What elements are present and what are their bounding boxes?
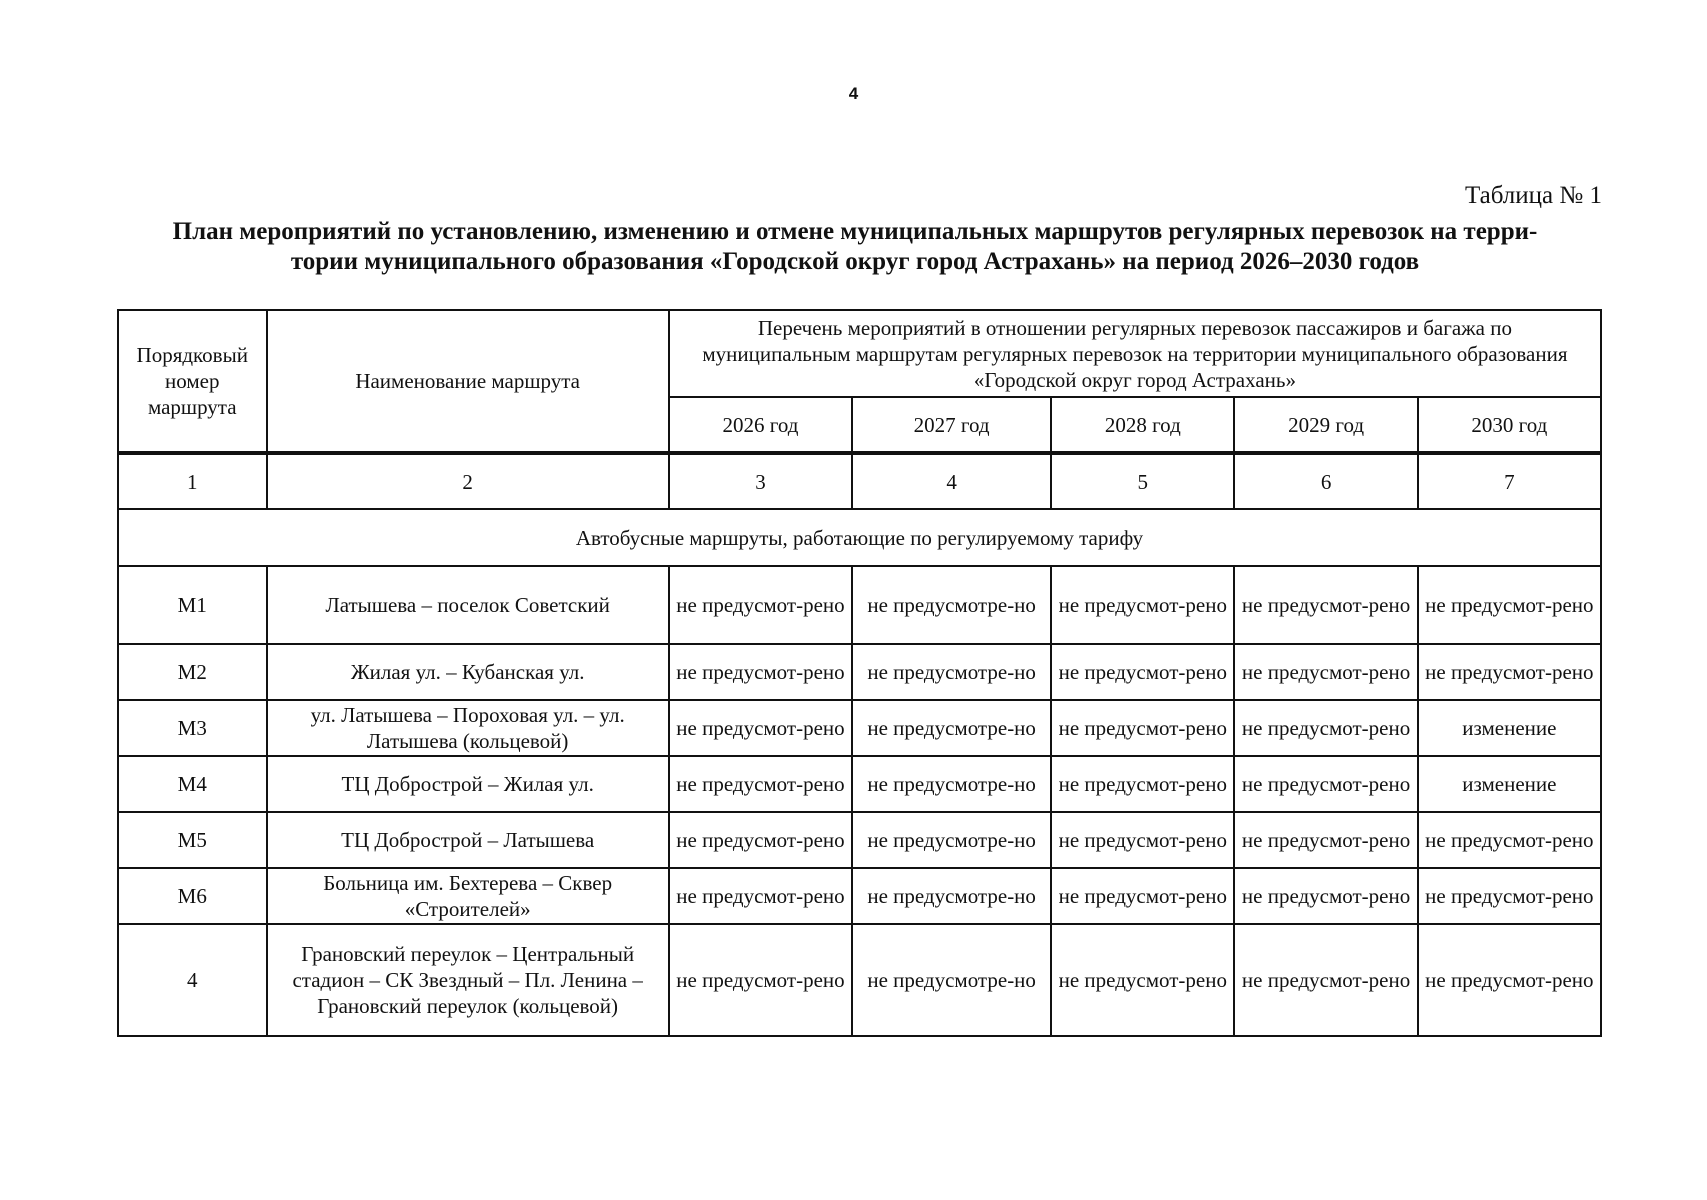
route-name: ТЦ Добрострой – Латышева — [267, 812, 669, 868]
activity-cell: не предусмот-рено — [1051, 644, 1234, 700]
column-number: 3 — [669, 453, 852, 509]
route-number: М3 — [118, 700, 267, 756]
column-number: 6 — [1234, 453, 1417, 509]
activity-cell: не предусмот-рено — [669, 868, 852, 924]
column-number: 1 — [118, 453, 267, 509]
activity-cell: не предусмот-рено — [1051, 812, 1234, 868]
header-year-2030: 2030 год — [1418, 397, 1601, 453]
activity-cell: не предусмот-рено — [1418, 924, 1601, 1036]
header-year-2028: 2028 год — [1051, 397, 1234, 453]
route-number: 4 — [118, 924, 267, 1036]
activity-cell: не предусмот-рено — [1234, 566, 1417, 644]
activity-cell: не предусмот-рено — [1051, 868, 1234, 924]
header-year-2027: 2027 год — [852, 397, 1051, 453]
route-name: Больница им. Бехтерева – Сквер «Строителей» — [267, 868, 669, 924]
header-route-name: Наименование маршрута — [267, 310, 669, 453]
activity-cell: не предусмотре-но — [852, 924, 1051, 1036]
route-name: ул. Латышева – Пороховая ул. – ул. Латышева (кольцевой) — [267, 700, 669, 756]
table-row — [118, 812, 1601, 868]
header-year-2029: 2029 год — [1234, 397, 1417, 453]
table-row — [118, 756, 1601, 812]
column-number: 5 — [1051, 453, 1234, 509]
header-activities: Перечень мероприятий в отношении регулярных перевозок пассажиров и багажа по муниципальным маршрутам регулярных перевозок на территории муниципального образования «Городской округ город Астрахань» — [669, 310, 1601, 397]
routes-plan-table — [117, 309, 1602, 1037]
activity-cell: не предусмот-рено — [1051, 756, 1234, 812]
activity-cell: не предусмот-рено — [1234, 644, 1417, 700]
page-number: 4 — [848, 84, 859, 103]
column-number: 7 — [1418, 453, 1601, 509]
activity-cell: не предусмот-рено — [1051, 700, 1234, 756]
activity-cell: не предусмотре-но — [852, 700, 1051, 756]
activity-cell: не предусмот-рено — [1051, 924, 1234, 1036]
document-title — [110, 217, 1600, 277]
activity-cell: не предусмот-рено — [669, 566, 852, 644]
column-number: 2 — [267, 453, 669, 509]
activity-cell: не предусмот-рено — [669, 924, 852, 1036]
activity-cell: не предусмот-рено — [669, 700, 852, 756]
route-number: М4 — [118, 756, 267, 812]
section-title: Автобусные маршруты, работающие по регулируемому тарифу — [118, 509, 1601, 566]
activity-cell: изменение — [1418, 700, 1601, 756]
activity-cell: не предусмот-рено — [669, 756, 852, 812]
activity-cell: не предусмотре-но — [852, 812, 1051, 868]
activity-cell: не предусмот-рено — [1418, 566, 1601, 644]
title-line-1: План мероприятий по установлению, изменению и отмене муниципальных маршрутов регулярных перевозок на терри- — [172, 218, 1538, 245]
title-line-2: тории муниципального образования «Городской округ город Астрахань» на период 2026–2030 годов — [290, 248, 1420, 275]
activity-cell: не предусмот-рено — [1418, 868, 1601, 924]
table-row — [118, 566, 1601, 644]
table-label: Таблица № 1 — [1464, 182, 1602, 209]
table-row — [118, 868, 1601, 924]
column-number: 4 — [852, 453, 1051, 509]
activity-cell: не предусмот-рено — [1234, 812, 1417, 868]
table-row — [118, 644, 1601, 700]
header-year-2026: 2026 год — [669, 397, 852, 453]
activity-cell: не предусмот-рено — [669, 644, 852, 700]
table-row — [118, 700, 1601, 756]
activity-cell: не предусмотре-но — [852, 756, 1051, 812]
route-number: М6 — [118, 868, 267, 924]
activity-cell: не предусмот-рено — [1418, 812, 1601, 868]
activity-cell: не предусмот-рено — [1234, 700, 1417, 756]
route-name: Грановский переулок – Центральный стадион – СК Звездный – Пл. Ленина – Грановский переулок (кольцевой) — [267, 924, 669, 1036]
activity-cell: не предусмот-рено — [1234, 924, 1417, 1036]
route-number: М5 — [118, 812, 267, 868]
route-number: М1 — [118, 566, 267, 644]
route-name: ТЦ Добрострой – Жилая ул. — [267, 756, 669, 812]
activity-cell: не предусмот-рено — [1234, 756, 1417, 812]
route-number: М2 — [118, 644, 267, 700]
activity-cell: изменение — [1418, 756, 1601, 812]
table-row — [118, 924, 1601, 1036]
route-name: Латышева – поселок Советский — [267, 566, 669, 644]
activity-cell: не предусмотре-но — [852, 868, 1051, 924]
activity-cell: не предусмотре-но — [852, 566, 1051, 644]
route-name: Жилая ул. – Кубанская ул. — [267, 644, 669, 700]
activity-cell: не предусмот-рено — [669, 812, 852, 868]
activity-cell: не предусмот-рено — [1051, 566, 1234, 644]
activity-cell: не предусмот-рено — [1418, 644, 1601, 700]
activity-cell: не предусмотре-но — [852, 644, 1051, 700]
header-route-number: Порядковый номер маршрута — [118, 310, 267, 453]
activity-cell: не предусмот-рено — [1234, 868, 1417, 924]
